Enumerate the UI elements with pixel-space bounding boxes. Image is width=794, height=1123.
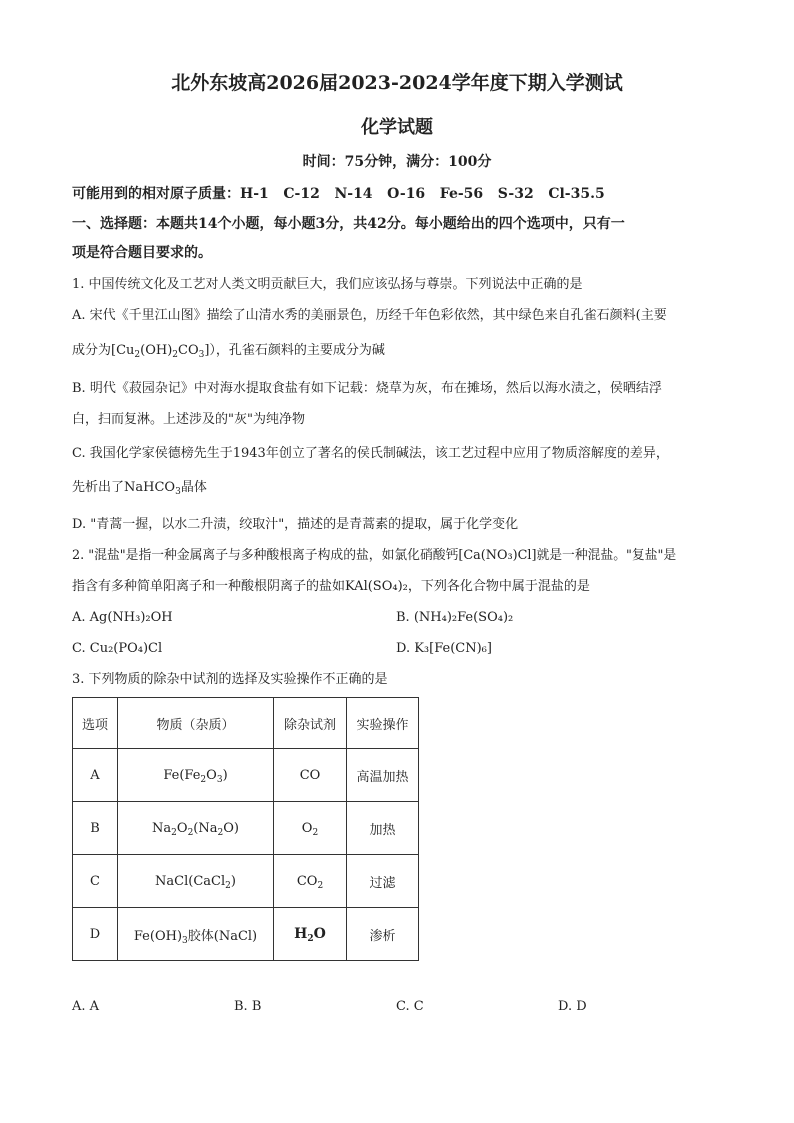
q3-answer-d: D. D — [558, 999, 587, 1014]
table-row — [73, 855, 419, 908]
row-reagent: $CO_2$ — [274, 855, 347, 908]
q1-option-c-pre: 先析出了 — [72, 480, 125, 495]
q1-formula-malachite: $Cu_2(OH)_2CO_3$ — [116, 343, 205, 360]
q1-option-c-line2 — [72, 479, 207, 497]
q3-answer-c: C. C — [396, 999, 424, 1014]
table-row — [73, 908, 419, 961]
row-option: D — [73, 908, 118, 961]
row-operation: 加热 — [347, 802, 419, 855]
q1-option-b-line1: B. 明代《菽园杂记》中对海水提取食盐有如下记载：烧草为灰，布在摊场，然后以海水渍之，侯晒结浮 — [72, 381, 662, 396]
row-operation: 过滤 — [347, 855, 419, 908]
q1-option-a-line1: A. 宋代《千里江山图》描绘了山清水秀的美丽景色，历经千年色彩依然，其中绿色来自孔雀石颜料(主要 — [72, 308, 667, 323]
atomic-mass-line: 可能用到的相对原子质量：H-1 C-12 N-14 O-16 Fe-56 S-32 Cl-35.5 — [72, 186, 605, 202]
header-operation: 实验操作 — [347, 698, 419, 749]
q1-option-a-post: ]），孔雀石颜料的主要成分为碱 — [204, 343, 385, 358]
q3-answer-a: A. A — [72, 999, 100, 1014]
q2-option-b: B. (NH₄)₂Fe(SO₄)₂ — [396, 610, 514, 625]
row-operation: 高温加热 — [347, 749, 419, 802]
q3-stem: 3. 下列物质的除杂中试剂的选择及实验操作不正确的是 — [72, 672, 388, 687]
q1-stem: 1. 中国传统文化及工艺对人类文明贡献巨大，我们应该弘扬与尊崇。下列说法中正确的是 — [72, 277, 583, 292]
header-option: 选项 — [73, 698, 118, 749]
q3-table — [72, 697, 419, 961]
q2-stem-line2: 指含有多种简单阳离子和一种酸根阴离子的盐如KAl(SO₄)₂，下列各化合物中属于混盐的是 — [72, 579, 590, 594]
row-substance: $Fe(OH)_3$胶体(NaCl) — [118, 908, 274, 961]
q2-option-c: C. Cu₂(PO₄)Cl — [72, 641, 163, 656]
q2-option-d: D. K₃[Fe(CN)₆] — [396, 641, 492, 656]
q1-option-c-post: 晶体 — [180, 480, 207, 495]
table-row — [73, 749, 419, 802]
q3-answer-b: B. B — [234, 999, 262, 1014]
row-option: B — [73, 802, 118, 855]
row-reagent: $H_2O$ — [274, 908, 347, 961]
q2-option-a: A. Ag(NH₃)₂OH — [72, 610, 173, 625]
row-substance: $Na_2O_2(Na_2O)$ — [118, 802, 274, 855]
table-header-row — [73, 698, 419, 749]
q1-formula-nahco3: NaHCO$_3$ — [124, 480, 181, 497]
row-option: A — [73, 749, 118, 802]
row-operation: 渗析 — [347, 908, 419, 961]
row-substance: NaCl(CaCl$_2$) — [118, 855, 274, 908]
time-info: 时间：75分钟，满分：100分 — [302, 154, 492, 170]
q1-option-c-line1: C. 我国化学家侯德榜先生于1943年创立了著名的侯氏制碱法，该工艺过程中应用了物质溶解度的差异， — [72, 446, 669, 461]
row-option: C — [73, 855, 118, 908]
q1-option-b-line2: 白，扫而复淋。上述涉及的"灰"为纯净物 — [72, 412, 305, 427]
q2-stem-line1: 2. "混盐"是指一种金属离子与多种酸根离子构成的盐，如氯化硝酸钙[Ca(NO₃)Cl]就是一种混盐。"复盐"是 — [72, 548, 677, 563]
exam-title: 北外东坡高2026届2023-2024学年度下期入学测试 — [171, 72, 623, 94]
q1-option-a-pre: 成分为[ — [72, 343, 117, 358]
row-substance: $Fe(Fe_2O_3)$ — [118, 749, 274, 802]
header-reagent: 除杂试剂 — [274, 698, 347, 749]
row-reagent: $O_2$ — [274, 802, 347, 855]
header-substance: 物质（杂质） — [118, 698, 274, 749]
table-row — [73, 802, 419, 855]
row-reagent: CO — [274, 749, 347, 802]
q1-option-d: D. "青蒿一握，以水二升渍，绞取汁"，描述的是青蒿素的提取，属于化学变化 — [72, 517, 519, 532]
subject-title: 化学试题 — [361, 117, 433, 138]
section-heading-line1: 一、选择题：本题共14个小题，每小题3分，共42分。每小题给出的四个选项中，只有一 — [72, 216, 625, 232]
q1-option-a-line2 — [72, 342, 385, 360]
section-heading-line2: 项是符合题目要求的。 — [72, 245, 212, 261]
